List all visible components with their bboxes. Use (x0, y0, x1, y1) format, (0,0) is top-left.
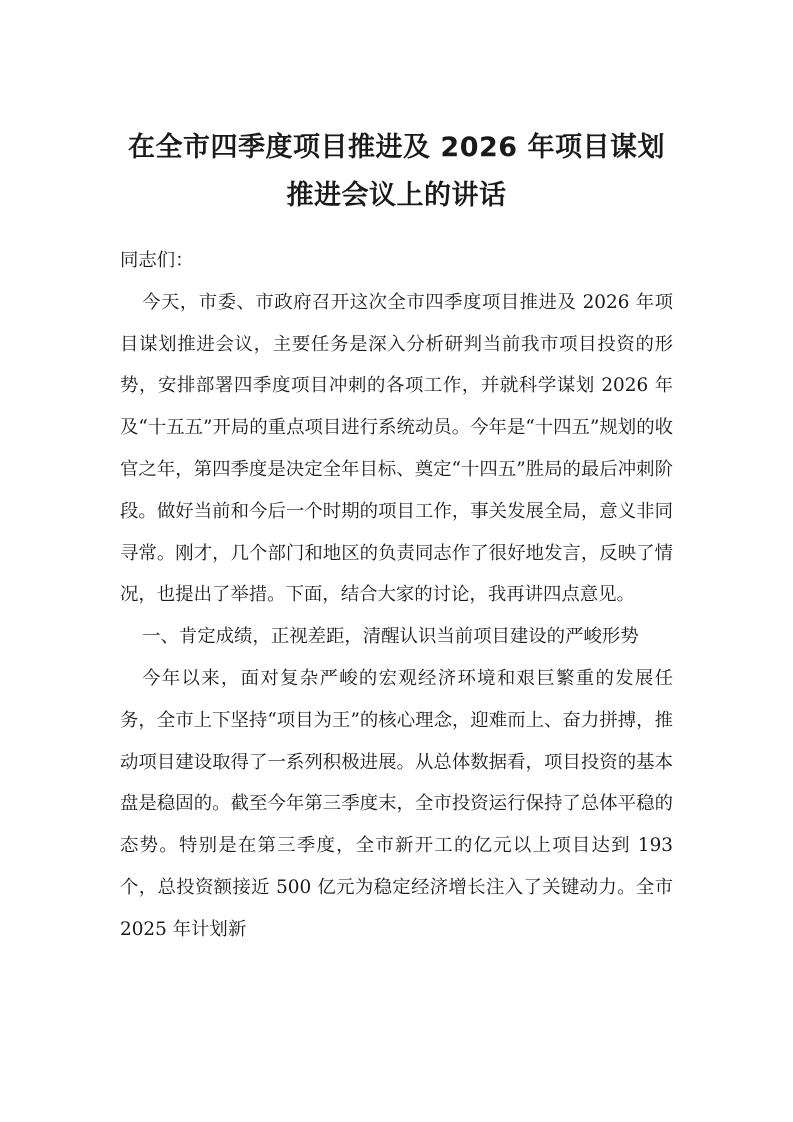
document-title-line-1: 在全市四季度项目推进及 2026 年项目谋划 (128, 132, 665, 163)
document-body (120, 240, 673, 951)
section-heading-1: 一、肯定成绩，正视差距，清醒认识当前项目建设的严峻形势 (142, 626, 639, 648)
document-title-line-2: 推进会议上的讲话 (286, 180, 507, 211)
salutation: 同志们： (120, 250, 194, 271)
paragraph-section-1: 今年以来，面对复杂严峻的宏观经济环境和艰巨繁重的发展任务，全市上下坚持“项目为王”的核心理念，迎难而上、奋力拼搏，推动项目建设取得了一系列积极进展。从总体数据看，项目投资的基本盘是稳固的。截至今年第三季度末，全市投资运行保持了总体平稳的态势。特别是在第三季度，全市新开工的亿元以上项目达到 193 个，总投资额接近 500 亿元为稳定经济增长注入了关键动力。全市 2025 年计划新 (120, 667, 673, 940)
paragraph-intro: 今天，市委、市政府召开这次全市四季度项目推进及 2026 年项目谋划推进会议，主要任务是深入分析研判当前我市项目投资的形势，安排部署四季度项目冲刺的各项工作，并就科学谋划 2026 年及“十五五”开局的重点项目进行系统动员。今年是“十四五”规划的收官之年，第四季度是决定全年目标、奠定“十四五”胜局的最后冲刺阶段。做好当前和今后一个时期的项目工作，事关发展全局，意义非同寻常。刚才，几个部门和地区的负责同志作了很好地发言，反映了情况，也提出了举措。下面，结合大家的讨论，我再讲四点意见。 (120, 291, 673, 606)
